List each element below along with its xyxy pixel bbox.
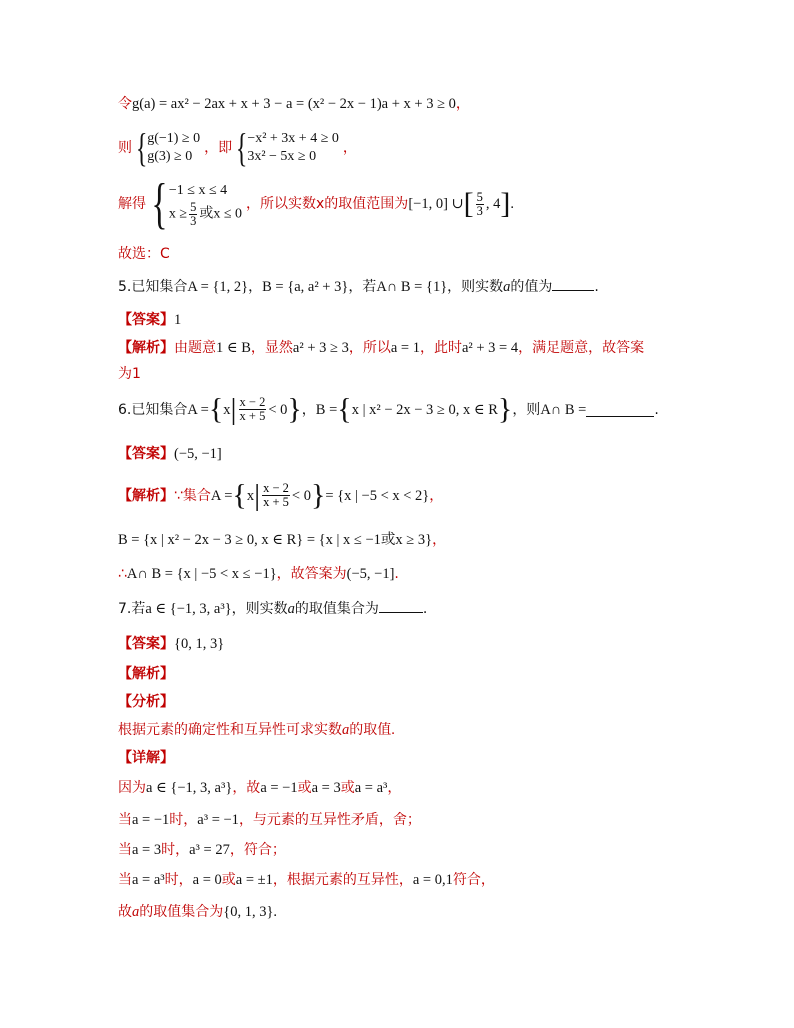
text: ，所以实数x的取值范围为 xyxy=(246,196,409,212)
fraction-denominator: x + 5 xyxy=(263,495,289,509)
system-g xyxy=(147,130,200,166)
math-expression: a = −1 xyxy=(260,780,298,796)
math-expression: a = a³ xyxy=(132,872,165,888)
math-variable: a xyxy=(342,722,350,738)
math-expression: A∩ B = {x | −5 < x ≤ −1} xyxy=(126,566,277,582)
answer-5 xyxy=(118,310,181,330)
math-expression: a² + 3 = 4 xyxy=(461,340,519,356)
analysis-5-cont: 为1 xyxy=(118,366,141,382)
text: 的取值 xyxy=(349,722,392,738)
text: ，满足题意，故答案 xyxy=(518,340,645,356)
math-expression: A = xyxy=(187,401,209,418)
text: ， xyxy=(301,401,316,418)
math-expression: a³ = −1 xyxy=(197,812,239,828)
math-expression: A = xyxy=(210,487,233,504)
math-expression: < 0 xyxy=(268,401,288,418)
text: . xyxy=(654,401,659,418)
line-solution-range xyxy=(118,173,515,235)
analysis-5 xyxy=(118,338,644,358)
math-expression: a = ±1 xyxy=(235,872,273,888)
text: 因为 xyxy=(118,780,146,796)
left-brace: { xyxy=(232,478,247,512)
text: ，显然 xyxy=(250,340,293,356)
text: ， xyxy=(387,780,402,796)
text: 已知集合 xyxy=(131,401,188,418)
text: ，根据元素的互异性， xyxy=(272,872,413,888)
fraction-numerator: x − 2 xyxy=(239,395,266,409)
math-variable: a xyxy=(503,279,511,295)
math-expression: a = 0 xyxy=(192,872,222,888)
text: 的取值集合为 xyxy=(294,601,379,617)
math-expression: 1 ∈ B xyxy=(216,340,251,356)
math-expression: B = {a, a² + 3} xyxy=(262,279,349,295)
fenxi-7-text xyxy=(118,720,395,740)
question-number: 7. xyxy=(118,601,132,617)
question-number: 6. xyxy=(118,401,132,418)
text: ， xyxy=(455,96,470,112)
fraction xyxy=(476,191,484,218)
text: ，故 xyxy=(232,780,261,796)
fraction-denominator: x + 5 xyxy=(239,409,266,423)
answer-value: 1 xyxy=(174,312,182,328)
math-expression: B = xyxy=(315,401,338,418)
text: 时， xyxy=(169,812,198,828)
text: 故 xyxy=(118,904,132,920)
math-expression: A∩ B = {1} xyxy=(376,279,448,295)
math-part: x ≤ 0 xyxy=(213,206,243,222)
system-row: −1 ≤ x ≤ 4 xyxy=(168,182,228,198)
detail-7-line4 xyxy=(118,870,495,890)
math-expression: a³ = 27 xyxy=(189,842,230,858)
text: ∵集合 xyxy=(174,487,211,504)
answer-blank xyxy=(586,402,654,417)
system-row: g(3) ≥ 0 xyxy=(147,149,193,164)
math-variable: x xyxy=(223,401,231,418)
text: 令 xyxy=(118,96,132,112)
system-row: g(−1) ≥ 0 xyxy=(147,131,201,146)
text: ，所以 xyxy=(348,340,391,356)
text: . xyxy=(394,566,399,582)
fenxi-7-tag: 【分析】 xyxy=(118,694,174,710)
math-expression: a = 3 xyxy=(311,780,341,796)
fraction-denominator: 3 xyxy=(476,203,483,218)
fraction xyxy=(189,201,197,228)
text: . xyxy=(391,722,395,738)
math-expression: (−5, −1] xyxy=(346,566,395,582)
text: ， xyxy=(248,279,263,295)
fraction-numerator: 5 xyxy=(476,189,483,204)
answer-tag: 【答案】 xyxy=(118,636,174,652)
math-expression: = {x | −5 < x < 2} xyxy=(325,487,430,504)
question-7 xyxy=(118,598,427,619)
text: ， xyxy=(342,140,357,156)
text: 时， xyxy=(164,872,193,888)
text: 当 xyxy=(118,842,132,858)
math-expression: a = 3 xyxy=(132,842,162,858)
line-answer-choice: 故选：C xyxy=(118,246,170,262)
detail-7-tag: 【详解】 xyxy=(118,750,174,766)
system-row: −x² + 3x + 4 ≥ 0 xyxy=(247,131,339,146)
fraction-numerator: 5 xyxy=(190,199,197,214)
left-brace: { xyxy=(151,173,168,235)
text: ，则 xyxy=(512,401,541,418)
text: 或 xyxy=(221,872,236,888)
text: ， xyxy=(432,532,447,548)
answer-6 xyxy=(118,444,222,464)
detail-7-line2 xyxy=(118,810,421,830)
math-expression: a = a³ xyxy=(354,780,388,796)
analysis-tag: 【解析】 xyxy=(118,340,174,356)
system-x xyxy=(247,130,339,166)
detail-7-line3 xyxy=(118,840,286,860)
analysis-6 xyxy=(118,478,444,512)
math-expression: a = −1 xyxy=(132,812,170,828)
set-bar: | xyxy=(254,478,261,512)
right-brace: } xyxy=(497,392,513,426)
math-expression: a = 0,1 xyxy=(412,872,453,888)
answer-value: {0, 1, 3} xyxy=(174,636,225,652)
text: . xyxy=(273,904,278,920)
question-5 xyxy=(118,276,599,297)
math-expression: x | x² − 2x − 3 ≥ 0, x ∈ R xyxy=(351,401,498,418)
analysis-7-tag: 【解析】 xyxy=(118,666,174,682)
answer-tag: 【答案】 xyxy=(118,446,174,462)
math-variable: a xyxy=(287,601,295,617)
text: . xyxy=(594,279,599,295)
therefore-symbol: ∴ xyxy=(118,566,127,582)
text: ，若 xyxy=(348,279,377,295)
text: 或 xyxy=(340,780,355,796)
text: 若 xyxy=(131,601,146,617)
text: 根据元素的确定性和互异性可求实数 xyxy=(118,722,342,738)
left-brace: { xyxy=(208,392,224,426)
text: 的取值集合为 xyxy=(139,904,224,920)
fraction-numerator: x − 2 xyxy=(263,481,289,495)
math-expression: a ∈ {−1, 3, a³} xyxy=(145,601,232,617)
line-system-condition xyxy=(118,125,357,170)
math-expression: {0, 1, 3} xyxy=(223,904,274,920)
question-number: 5. xyxy=(118,279,132,295)
system-row xyxy=(169,201,242,228)
text: ，则实数 xyxy=(447,279,504,295)
text: 或 xyxy=(297,780,312,796)
text: ，与元素的互异性矛盾，舍； xyxy=(238,812,421,828)
right-brace: } xyxy=(310,478,326,512)
math-interval: , 4 xyxy=(485,196,501,212)
math-expression: B = {x | x² − 2x − 3 ≥ 0, x ∈ R} = {x | x ≤ −1或x ≥ 3} xyxy=(118,532,433,548)
left-brace: { xyxy=(337,392,352,426)
text: 由题意 xyxy=(174,340,216,356)
system-solution xyxy=(169,181,242,228)
math-expression: A∩ B = xyxy=(540,401,587,418)
system-row: 3x² − 5x ≥ 0 xyxy=(247,149,317,164)
text: ，即 xyxy=(204,140,233,156)
text: 符合， xyxy=(452,872,495,888)
math-expression: A = {1, 2} xyxy=(187,279,249,295)
math-expression: a = 1 xyxy=(390,340,420,356)
math-interval: [−1, 0] ∪ xyxy=(408,196,464,212)
math-expression: g(a) = ax² − 2ax + x + 3 − a = (x² − 2x − 1)a + x + 3 ≥ 0 xyxy=(132,96,456,112)
text: 时， xyxy=(161,842,190,858)
math-variable: a xyxy=(132,904,140,920)
text: ， xyxy=(429,487,444,504)
analysis-6-setB xyxy=(118,530,446,550)
text: ，则实数 xyxy=(231,601,288,617)
answer-tag: 【答案】 xyxy=(118,312,174,328)
analysis-6-result xyxy=(118,564,399,584)
detail-7-line5 xyxy=(118,902,277,922)
math-expression: < 0 xyxy=(291,487,311,504)
right-bracket: ] xyxy=(500,187,511,220)
fraction-denominator: 3 xyxy=(190,213,197,228)
right-brace: } xyxy=(287,392,302,426)
math-expression: a ∈ {−1, 3, a³} xyxy=(146,780,233,796)
question-6 xyxy=(118,392,659,426)
or-word: 或 xyxy=(199,206,214,222)
text: 当 xyxy=(118,872,132,888)
text: ，符合； xyxy=(229,842,286,858)
math-variable: x xyxy=(246,487,255,504)
math-expression: a² + 3 ≥ 3 xyxy=(292,340,349,356)
text: 已知集合 xyxy=(131,279,188,295)
answer-blank xyxy=(379,598,423,613)
answer-value: (−5, −1] xyxy=(174,446,222,462)
line-g-definition xyxy=(118,94,470,114)
text: ，故答案为 xyxy=(276,566,347,582)
left-brace: { xyxy=(235,125,248,170)
text: 则 xyxy=(118,140,132,156)
text: ，此时 xyxy=(419,340,462,356)
left-bracket: [ xyxy=(463,187,474,220)
fraction xyxy=(239,396,267,423)
fraction xyxy=(262,482,290,509)
left-brace: { xyxy=(135,125,148,170)
text: 解得 xyxy=(118,196,146,212)
text: 当 xyxy=(118,812,132,828)
math-part: x ≥ xyxy=(168,206,188,222)
text: . xyxy=(510,196,515,212)
text: . xyxy=(422,601,428,617)
analysis-tag: 【解析】 xyxy=(118,487,174,504)
answer-blank xyxy=(552,276,594,291)
text: 的值为 xyxy=(510,279,553,295)
detail-7-line1 xyxy=(118,778,401,798)
set-bar: | xyxy=(230,392,237,426)
answer-7 xyxy=(118,634,224,654)
